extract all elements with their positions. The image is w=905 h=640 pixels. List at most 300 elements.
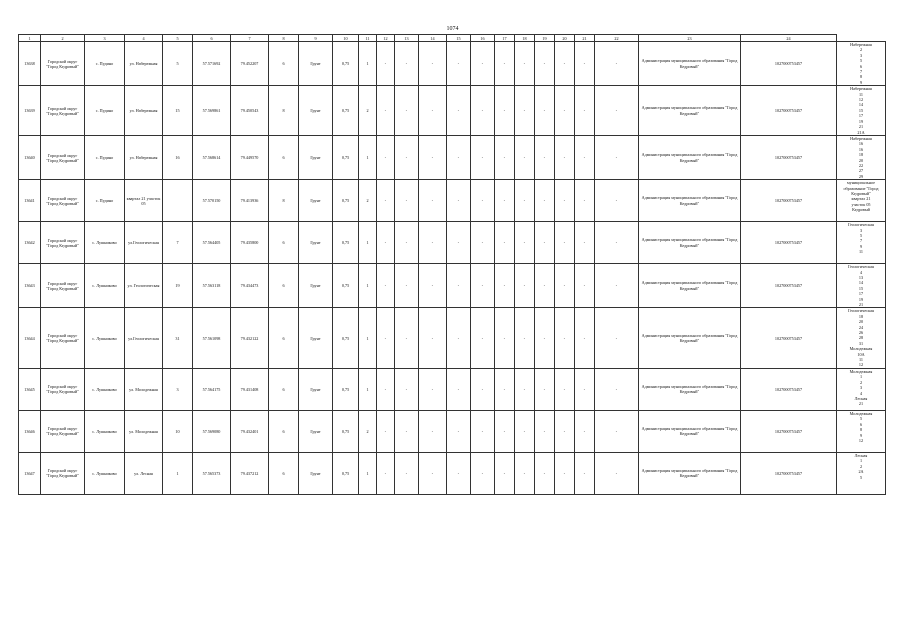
cell-empty: - bbox=[515, 308, 535, 368]
cell-empty: - bbox=[555, 42, 575, 86]
column-header: 7 bbox=[231, 35, 269, 42]
column-header: 20 bbox=[555, 35, 575, 42]
cell-empty: - bbox=[395, 308, 419, 368]
cell-street: ул. Молодежная bbox=[125, 368, 163, 410]
column-header: 6 bbox=[193, 35, 231, 42]
cell-owner: Администрация муниципального образования "Город Кедровый" bbox=[639, 86, 741, 136]
cell-street: ул.Геологическая bbox=[125, 222, 163, 264]
address-line: 14 bbox=[858, 102, 864, 108]
cell-empty: - bbox=[535, 135, 555, 179]
cell-addresses bbox=[837, 135, 886, 179]
cell-district: Городской округ "Город Кедровый" bbox=[41, 222, 85, 264]
address-line: 18 bbox=[858, 152, 864, 158]
address-line: 11 bbox=[858, 91, 864, 97]
address-line: Кедровый bbox=[852, 207, 870, 213]
address-line: 18 bbox=[858, 313, 864, 319]
address-line: муниципальное образование "Город Кедровый" bbox=[843, 180, 879, 196]
cell-empty: - bbox=[495, 42, 515, 86]
cell-id: 13646 bbox=[19, 410, 41, 452]
address-line: 11 bbox=[858, 357, 864, 363]
cell-lat: 57.569080 bbox=[193, 410, 231, 452]
cell-settlement: с. Лушниково bbox=[85, 368, 125, 410]
address-line: 5 bbox=[859, 474, 863, 480]
cell-empty: - bbox=[535, 264, 555, 308]
cell-coef: 0,75 bbox=[333, 452, 359, 494]
cell-lat: 57.570150 bbox=[193, 180, 231, 222]
cell-empty: - bbox=[515, 42, 535, 86]
address-line: Лесная bbox=[854, 452, 868, 458]
cell-empty: - bbox=[555, 410, 575, 452]
cell-surface: Грунт bbox=[299, 368, 333, 410]
cell-surface: Грунт bbox=[299, 264, 333, 308]
cell-empty: - bbox=[395, 180, 419, 222]
cell-empty: - bbox=[535, 368, 555, 410]
cell-count: 1 bbox=[359, 264, 377, 308]
address-line: 3 bbox=[859, 227, 863, 233]
cell-empty: - bbox=[471, 135, 495, 179]
address-line: 2 bbox=[859, 47, 863, 53]
cell-surface: Грунт bbox=[299, 452, 333, 494]
address-line: 21А bbox=[857, 129, 865, 135]
cell-addresses bbox=[837, 368, 886, 410]
column-header: 4 bbox=[125, 35, 163, 42]
cell-empty: - bbox=[595, 86, 639, 136]
cell-addresses bbox=[837, 452, 886, 494]
cell-street: ул. Набережная bbox=[125, 135, 163, 179]
cell-empty: - bbox=[555, 308, 575, 368]
cell-district: Городской округ "Город Кедровый" bbox=[41, 410, 85, 452]
cell-empty: - bbox=[495, 86, 515, 136]
cell-lon: 79.432401 bbox=[231, 410, 269, 452]
cell-house: 15 bbox=[163, 86, 193, 136]
address-line: Набережная bbox=[850, 86, 872, 92]
cell-lat: 57.571692 bbox=[193, 42, 231, 86]
cell-id: 13638 bbox=[19, 42, 41, 86]
address-line: 29 bbox=[858, 173, 864, 179]
cell-district: Городской округ "Город Кедровый" bbox=[41, 86, 85, 136]
cell-count: 1 bbox=[359, 368, 377, 410]
address-line: 2 bbox=[859, 379, 863, 385]
cell-ogrn: 1027000753457 bbox=[741, 180, 837, 222]
cell-empty: - bbox=[595, 42, 639, 86]
address-line: 17 bbox=[858, 113, 864, 119]
address-line: 5 bbox=[859, 232, 863, 238]
table-row bbox=[19, 264, 886, 308]
cell-surface: Грунт bbox=[299, 180, 333, 222]
cell-empty: - bbox=[395, 264, 419, 308]
cell-ogrn: 1027000753457 bbox=[741, 42, 837, 86]
cell-empty: - bbox=[395, 452, 419, 494]
cell-n: 6 bbox=[269, 368, 299, 410]
cell-empty: - bbox=[377, 264, 395, 308]
cell-empty: - bbox=[595, 368, 639, 410]
cell-empty: - bbox=[395, 410, 419, 452]
table-row bbox=[19, 368, 886, 410]
cell-empty: - bbox=[495, 452, 515, 494]
address-line: Лесная bbox=[854, 395, 868, 401]
cell-empty: - bbox=[471, 264, 495, 308]
cell-empty: - bbox=[495, 368, 515, 410]
cell-addresses bbox=[837, 42, 886, 86]
cell-n: 6 bbox=[269, 410, 299, 452]
cell-street: ул. Набережная bbox=[125, 86, 163, 136]
cell-addresses bbox=[837, 86, 886, 136]
cell-ogrn: 1027000753457 bbox=[741, 410, 837, 452]
table-row bbox=[19, 180, 886, 222]
cell-n: 6 bbox=[269, 135, 299, 179]
column-header: 1 bbox=[19, 35, 41, 42]
cell-empty: - bbox=[395, 368, 419, 410]
cell-n: 6 bbox=[269, 222, 299, 264]
address-line: 15 bbox=[858, 107, 864, 113]
column-header: 24 bbox=[741, 35, 837, 42]
cell-house: 1 bbox=[163, 452, 193, 494]
cell-empty: - bbox=[575, 308, 595, 368]
address-line: 15 bbox=[858, 285, 864, 291]
cell-empty: - bbox=[377, 308, 395, 368]
cell-count: 1 bbox=[359, 42, 377, 86]
cell-ogrn: 1027000753457 bbox=[741, 452, 837, 494]
cell-n: 8 bbox=[269, 86, 299, 136]
cell-empty: - bbox=[555, 452, 575, 494]
cell-lat: 57.568614 bbox=[193, 135, 231, 179]
cell-empty: - bbox=[575, 86, 595, 136]
cell-surface: Грунт bbox=[299, 135, 333, 179]
address-line: 28 bbox=[858, 335, 864, 341]
cell-addresses bbox=[837, 180, 886, 222]
cell-empty: - bbox=[377, 180, 395, 222]
address-line: Геологическая bbox=[848, 222, 874, 228]
cell-house: 19 bbox=[163, 264, 193, 308]
cell-owner: Администрация муниципального образования "Город Кедровый" bbox=[639, 180, 741, 222]
cell-empty: - bbox=[419, 368, 447, 410]
address-line: Молодежная bbox=[849, 346, 873, 352]
cell-id: 13642 bbox=[19, 222, 41, 264]
cell-district: Городской округ "Город Кедровый" bbox=[41, 452, 85, 494]
address-line: 27 bbox=[858, 168, 864, 174]
table-row bbox=[19, 410, 886, 452]
cell-settlement: с. Лушниково bbox=[85, 308, 125, 368]
cell-ogrn: 1027000753457 bbox=[741, 86, 837, 136]
cell-empty: - bbox=[535, 410, 555, 452]
cell-settlement: с. Лушниково bbox=[85, 222, 125, 264]
cell-lon: 79.434473 bbox=[231, 264, 269, 308]
cell-district: Городской округ "Город Кедровый" bbox=[41, 135, 85, 179]
cell-ogrn: 1027000753457 bbox=[741, 135, 837, 179]
cell-empty: - bbox=[377, 368, 395, 410]
cell-lon: 79.449570 bbox=[231, 135, 269, 179]
cell-owner: Администрация муниципального образования "Город Кедровый" bbox=[639, 410, 741, 452]
cell-id: 13640 bbox=[19, 135, 41, 179]
cell-lat: 57.569861 bbox=[193, 86, 231, 136]
cell-id: 13647 bbox=[19, 452, 41, 494]
cell-lat: 57.563118 bbox=[193, 264, 231, 308]
address-line: 24 bbox=[858, 324, 864, 330]
cell-empty: - bbox=[535, 452, 555, 494]
cell-empty: - bbox=[515, 452, 535, 494]
cell-settlement: с. Лушниково bbox=[85, 452, 125, 494]
cell-street: квартал 21 участок 05 bbox=[125, 180, 163, 222]
cell-surface: Грунт bbox=[299, 222, 333, 264]
table-row bbox=[19, 452, 886, 494]
cell-coef: 0,75 bbox=[333, 222, 359, 264]
address-line: 1 bbox=[859, 458, 863, 464]
cell-n: 8 bbox=[269, 180, 299, 222]
cell-surface: Грунт bbox=[299, 410, 333, 452]
cell-district: Городской округ "Город Кедровый" bbox=[41, 264, 85, 308]
column-header: 19 bbox=[535, 35, 555, 42]
column-header: 14 bbox=[419, 35, 447, 42]
cell-empty: - bbox=[595, 135, 639, 179]
cell-empty: - bbox=[471, 42, 495, 86]
cell-empty: - bbox=[447, 180, 471, 222]
cell-count: 2 bbox=[359, 180, 377, 222]
cell-empty: - bbox=[395, 222, 419, 264]
cell-owner: Администрация муниципального образования "Город Кедровый" bbox=[639, 368, 741, 410]
column-header: 13 bbox=[395, 35, 419, 42]
table-row bbox=[19, 308, 886, 368]
cell-empty: - bbox=[555, 86, 575, 136]
cell-street: ул. Лесная bbox=[125, 452, 163, 494]
cell-house bbox=[163, 180, 193, 222]
cell-addresses bbox=[837, 264, 886, 308]
address-line: 4 bbox=[859, 390, 863, 396]
cell-street: ул. Геологическая bbox=[125, 264, 163, 308]
address-line: 14 bbox=[858, 280, 864, 286]
cell-empty: - bbox=[419, 42, 447, 86]
cell-empty: - bbox=[471, 180, 495, 222]
cell-owner: Администрация муниципального образования "Город Кедровый" bbox=[639, 135, 741, 179]
cell-owner: Администрация муниципального образования "Город Кедровый" bbox=[639, 222, 741, 264]
address-line: 21 bbox=[858, 401, 864, 407]
cell-empty: - bbox=[575, 264, 595, 308]
address-line: 19 bbox=[858, 296, 864, 302]
cell-n: 6 bbox=[269, 308, 299, 368]
cell-empty: - bbox=[595, 222, 639, 264]
table-row bbox=[19, 42, 886, 86]
column-header: 3 bbox=[85, 35, 125, 42]
cell-surface: Грунт bbox=[299, 86, 333, 136]
cell-count: 1 bbox=[359, 222, 377, 264]
cell-empty: - bbox=[555, 180, 575, 222]
cell-n: 6 bbox=[269, 42, 299, 86]
address-line: Геологическая bbox=[848, 264, 874, 270]
table-row bbox=[19, 86, 886, 136]
cell-lon: 79.432122 bbox=[231, 308, 269, 368]
cell-empty: - bbox=[555, 264, 575, 308]
address-line: 20 bbox=[858, 319, 864, 325]
address-line: 21 bbox=[858, 302, 864, 307]
cell-empty: - bbox=[395, 42, 419, 86]
cell-empty: - bbox=[575, 180, 595, 222]
cell-empty: - bbox=[419, 86, 447, 136]
cell-empty: - bbox=[515, 180, 535, 222]
cell-district: Городской округ "Город Кедровый" bbox=[41, 180, 85, 222]
cell-id: 13645 bbox=[19, 368, 41, 410]
cell-empty: - bbox=[447, 86, 471, 136]
column-header: 8 bbox=[269, 35, 299, 42]
address-line: 20 bbox=[858, 157, 864, 163]
address-line: 9 bbox=[859, 243, 863, 249]
cell-empty: - bbox=[447, 308, 471, 368]
address-line: 1 bbox=[859, 374, 863, 380]
address-line: 3 bbox=[859, 52, 863, 58]
cell-empty: - bbox=[419, 222, 447, 264]
cell-empty: - bbox=[471, 222, 495, 264]
address-line: 2А bbox=[858, 469, 864, 475]
cell-lon: 79.413936 bbox=[231, 180, 269, 222]
address-line: 5 bbox=[859, 58, 863, 64]
cell-house: 5 bbox=[163, 42, 193, 86]
cell-id: 13643 bbox=[19, 264, 41, 308]
cell-empty: - bbox=[515, 222, 535, 264]
cell-empty: - bbox=[471, 368, 495, 410]
address-line: 6 bbox=[859, 421, 863, 427]
column-header: 12 bbox=[377, 35, 395, 42]
cell-empty: - bbox=[495, 222, 515, 264]
header-row bbox=[19, 35, 886, 42]
cell-empty: - bbox=[447, 410, 471, 452]
cell-empty: - bbox=[419, 452, 447, 494]
cell-ogrn: 1027000753457 bbox=[741, 222, 837, 264]
address-line: квартал 21 bbox=[851, 196, 871, 202]
address-line: 4 bbox=[859, 269, 863, 275]
address-line: 21 bbox=[858, 124, 864, 130]
address-line: 10А bbox=[857, 351, 865, 357]
cell-ogrn: 1027000753457 bbox=[741, 308, 837, 368]
cell-empty: - bbox=[377, 135, 395, 179]
address-line: 7 bbox=[859, 238, 863, 244]
cell-lon: 79.431408 bbox=[231, 368, 269, 410]
cell-lon: 79.452207 bbox=[231, 42, 269, 86]
cell-empty: - bbox=[395, 86, 419, 136]
cell-empty: - bbox=[535, 86, 555, 136]
cell-lat: 57.564175 bbox=[193, 368, 231, 410]
cell-empty: - bbox=[495, 308, 515, 368]
address-line: 16 bbox=[858, 141, 864, 147]
column-header: 10 bbox=[333, 35, 359, 42]
cell-empty: - bbox=[595, 452, 639, 494]
cell-addresses bbox=[837, 410, 886, 452]
address-line: Набережная bbox=[850, 42, 872, 47]
cell-id: 13644 bbox=[19, 308, 41, 368]
cell-coef: 0,75 bbox=[333, 264, 359, 308]
cell-empty: - bbox=[575, 452, 595, 494]
address-line: 8 bbox=[859, 74, 863, 80]
address-line: 12 bbox=[858, 362, 864, 368]
address-line: 7 bbox=[859, 69, 863, 75]
cell-empty: - bbox=[515, 86, 535, 136]
column-header: 5 bbox=[163, 35, 193, 42]
cell-ogrn: 1027000753457 bbox=[741, 264, 837, 308]
address-line: Набережная bbox=[850, 135, 872, 141]
cell-owner: Администрация муниципального образования "Город Кедровый" bbox=[639, 308, 741, 368]
cell-empty: - bbox=[447, 452, 471, 494]
cell-empty: - bbox=[535, 180, 555, 222]
cell-count: 2 bbox=[359, 86, 377, 136]
cell-ogrn: 1027000753457 bbox=[741, 368, 837, 410]
cell-empty: - bbox=[377, 42, 395, 86]
address-line: 22 bbox=[858, 162, 864, 168]
cell-lat: 57.561098 bbox=[193, 308, 231, 368]
cell-count: 1 bbox=[359, 452, 377, 494]
cell-empty: - bbox=[575, 222, 595, 264]
cell-empty: - bbox=[595, 180, 639, 222]
cell-empty: - bbox=[575, 42, 595, 86]
column-header: 21 bbox=[575, 35, 595, 42]
cell-empty: - bbox=[471, 86, 495, 136]
cell-n: 6 bbox=[269, 452, 299, 494]
cell-empty: - bbox=[555, 368, 575, 410]
column-header: 23 bbox=[639, 35, 741, 42]
cell-district: Городской округ "Город Кедровый" bbox=[41, 308, 85, 368]
cell-empty: - bbox=[377, 222, 395, 264]
cell-owner: Администрация муниципального образования "Город Кедровый" bbox=[639, 264, 741, 308]
cell-house: 16 bbox=[163, 135, 193, 179]
cell-count: 2 bbox=[359, 410, 377, 452]
cell-empty: - bbox=[419, 410, 447, 452]
cell-empty: - bbox=[419, 180, 447, 222]
cell-id: 13639 bbox=[19, 86, 41, 136]
cell-empty: - bbox=[535, 308, 555, 368]
cell-empty: - bbox=[377, 410, 395, 452]
cell-empty: - bbox=[595, 308, 639, 368]
cell-district: Городской округ "Город Кедровый" bbox=[41, 368, 85, 410]
cell-lat: 57.565373 bbox=[193, 452, 231, 494]
cell-empty: - bbox=[575, 135, 595, 179]
cell-coef: 0,75 bbox=[333, 135, 359, 179]
cell-house: 3 bbox=[163, 368, 193, 410]
cell-empty: - bbox=[495, 264, 515, 308]
address-line: 26 bbox=[858, 330, 864, 336]
address-line: Геологическая bbox=[848, 308, 874, 314]
cell-n: 6 bbox=[269, 264, 299, 308]
address-line: 3 bbox=[859, 385, 863, 391]
cell-surface: Грунт bbox=[299, 308, 333, 368]
table-row bbox=[19, 135, 886, 179]
cell-coef: 0,75 bbox=[333, 86, 359, 136]
address-line: 11 bbox=[858, 249, 864, 255]
cell-coef: 0,75 bbox=[333, 308, 359, 368]
cell-empty: - bbox=[471, 452, 495, 494]
address-line: Молодежная bbox=[849, 368, 873, 374]
cell-addresses bbox=[837, 222, 886, 264]
cell-house: 31 bbox=[163, 308, 193, 368]
cell-settlement: с. Пудино bbox=[85, 42, 125, 86]
cell-empty: - bbox=[515, 264, 535, 308]
page-number: 1074 bbox=[446, 26, 459, 32]
cell-empty: - bbox=[515, 368, 535, 410]
cell-empty: - bbox=[419, 135, 447, 179]
cell-count: 1 bbox=[359, 308, 377, 368]
cell-empty: - bbox=[575, 410, 595, 452]
address-line: 8 bbox=[859, 427, 863, 433]
register-table bbox=[18, 34, 886, 495]
cell-empty: - bbox=[447, 264, 471, 308]
address-line: 12 bbox=[858, 437, 864, 443]
address-line: 9 bbox=[859, 432, 863, 438]
cell-empty: - bbox=[447, 42, 471, 86]
address-line: 2 bbox=[859, 463, 863, 469]
cell-empty: - bbox=[535, 222, 555, 264]
cell-empty: - bbox=[535, 42, 555, 86]
address-line: 9 bbox=[859, 79, 863, 85]
cell-coef: 0,75 bbox=[333, 368, 359, 410]
column-header: 11 bbox=[359, 35, 377, 42]
cell-surface: Грунт bbox=[299, 42, 333, 86]
cell-settlement: с. Пудино bbox=[85, 180, 125, 222]
cell-street: ул. Молодежная bbox=[125, 410, 163, 452]
